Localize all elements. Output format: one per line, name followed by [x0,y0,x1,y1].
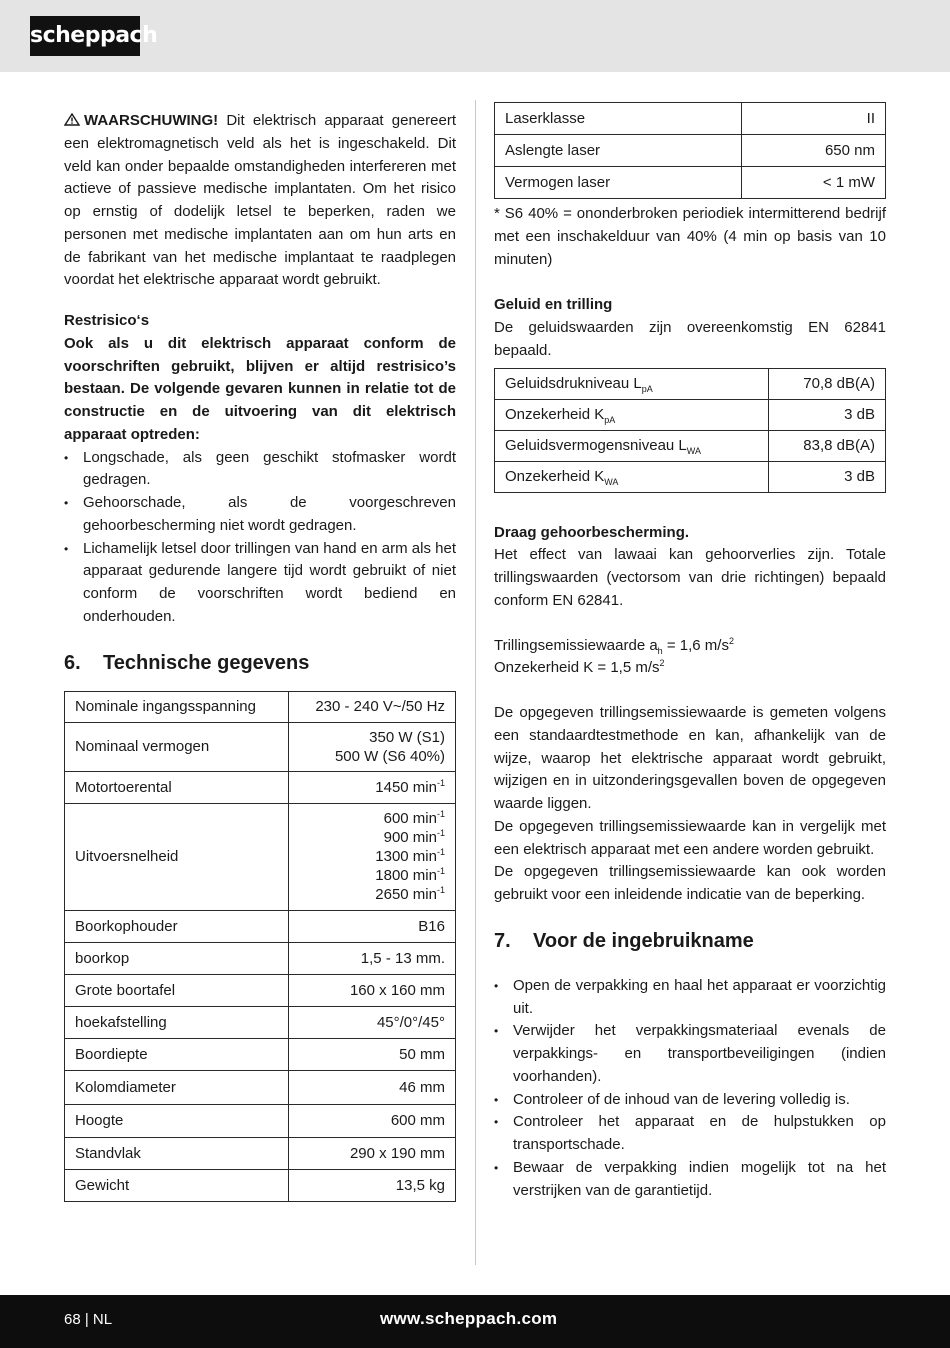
table-label: Onzekerheid $K_{WA}$ [495,461,769,492]
spec-value: 160 x 160 mm [288,974,455,1006]
spec-label: Gewicht [65,1169,289,1201]
top-bar [0,0,950,72]
list-item: • Longschade, als geen geschikt stofmasker wordt gedragen. [64,447,456,493]
list-item: • Bewaar de verpakking indien mogelijk tot na het verstrijken van de garantietijd. [494,1157,886,1203]
table-row [65,1038,456,1070]
section-6-number: 6. [64,651,81,674]
table-row [65,1006,456,1038]
spec-label: boorkop [65,942,289,974]
table-row [65,803,456,910]
spec-value: 13,5 kg [288,1169,455,1201]
table-row [65,1169,456,1201]
section-7-title: Voor de ingebruikname [533,929,754,952]
page-number: 68 | NL [64,1311,113,1328]
table-label: Vermogen laser [495,167,742,199]
table-row [65,722,456,771]
section-7-heading [494,929,886,953]
table-row [65,771,456,803]
spec-label: Nominale ingangsspanning [65,691,289,722]
spec-label: Uitvoersnelheid [65,803,289,910]
spec-value [288,722,455,771]
table-row [65,974,456,1006]
table-value: II [742,103,886,135]
spec-value: 1,5 - 13 mm. [288,942,455,974]
spec-label: hoekafstelling [65,1006,289,1038]
technical-data-table [64,691,456,1202]
table-row [495,461,886,492]
warning-triangle-icon [64,113,80,126]
table-label: Onzekerheid $K_{pA}$ [495,399,769,430]
spec-value-line: 2650 $\min^{-1}$ [375,885,445,903]
residual-risk-text: Ook als u dit elektrisch apparaat conform de voorschriften gebruikt, blijven er altijd restrisico’s bestaan. De volgende gevaren kunnen in relatie tot de constructie en de uitvoering van dit elektrisch apparaat optreden: [64,334,456,443]
table-label: Geluidsdrukniveau $L_{pA}$ [495,368,769,399]
section-6-title: Technische gegevens [103,651,310,674]
sound-vibration-title: Geluid en trilling [494,296,613,314]
left-column [64,110,456,1202]
residual-risk-list [64,447,456,629]
spec-value: 45°/0°/45° [288,1006,455,1038]
right-column [494,102,886,1202]
spec-label: Grote boortafel [65,974,289,1006]
spec-value: 46 mm [288,1070,455,1104]
table-row [65,942,456,974]
section-7-number: 7. [494,929,511,952]
table-row [495,430,886,461]
table-value: 3 dB [768,399,885,430]
table-row [495,368,886,399]
spec-value: 50 mm [288,1038,455,1070]
table-value: 70,8 dB(A) [768,368,885,399]
spec-value: 600 mm [288,1104,455,1137]
table-label: Aslengte laser [495,135,742,167]
vibration-paragraph: De opgegeven trillingsemissiewaarde kan in vergelijk met een elektrisch apparaat met een andere worden gebruikt. [494,817,886,858]
sound-intro-text: De geluidswaarden zijn overeenkomstig EN 62841 bepaald. [494,319,886,359]
hearing-text: Het effect van lawaai kan gehoorverlies zijn. Totale trillingswaarden (vectorsom van drie richtingen) bepaald conform EN 62841. [494,546,886,609]
table-row [495,103,886,135]
vibration-paragraph: De opgegeven trillingsemissiewaarde kan ook worden gebruikt voor een inleidende indicatie van de beperking. [494,863,886,903]
vibration-paragraph: De opgegeven trillingsemissiewaarde is gemeten volgens een standaardtestmethode en kan, afhankelijk van de wijze, waarop het elektrische apparaat wordt gebruikt, wijzigen en in uitzonderingsgevallen boven de opgegeven waarde liggen. [494,704,886,812]
list-item: • Verwijder het verpakkingsmateriaal evenals de verpakkings- en transportbeveiligingen (indien voorhanden). [494,1020,886,1088]
vibration-uncertainty: Onzekerheid K = 1,5 $m/s^2$ [494,658,665,677]
table-row [495,135,886,167]
residual-risk-title: Restrisico‘s [64,312,150,329]
vibration-paragraphs [494,702,886,907]
spec-value-line: 350 W (S1) [369,728,445,746]
table-row [65,1070,456,1104]
section-6-heading [64,651,456,675]
spec-label: Boordiepte [65,1038,289,1070]
warning-paragraph [64,110,456,292]
table-value: 3 dB [768,461,885,492]
spec-value-line: 1300 $\min^{-1}$ [375,847,445,865]
column-divider [475,100,476,1265]
table-label: Laserklasse [495,103,742,135]
spec-value-line: 900 $\min^{-1}$ [383,828,445,846]
table-row [65,910,456,942]
scheppach-logo: scheppach [30,16,140,56]
table-row [65,691,456,722]
spec-label: Motortoerental [65,771,289,803]
list-item: • Open de verpakking en haal het apparaat er voorzichtig uit. [494,975,886,1021]
table-row [65,1104,456,1137]
footer-bar [0,1295,950,1348]
spec-label: Nominaal vermogen [65,722,289,771]
spec-label: Kolomdiameter [65,1070,289,1104]
spec-label: Boorkophouder [65,910,289,942]
spec-value: 230 - 240 V~/50 Hz [288,691,455,722]
spec-value: 1450 $\min^{-1}$ [288,771,455,803]
table-value: 83,8 dB(A) [768,430,885,461]
spec-value [288,803,455,910]
website-url: www.scheppach.com [380,1309,558,1328]
commissioning-list [494,975,886,1203]
table-row [495,399,886,430]
spec-label: Hoogte [65,1104,289,1137]
warning-label: WAARSCHUWING! [84,112,219,129]
vibration-value: Trillingsemissiewaarde $a_h = 1,6$ $m/s^2$ [494,635,734,656]
hearing-protection-title: Draag gehoorbescherming. [494,523,690,541]
spec-value-line: 1800 $\min^{-1}$ [375,866,445,884]
table-value: < 1 mW [742,167,886,199]
list-item: • Lichamelijk letsel door trillingen van hand en arm als het apparaat gedurende langere tijd wordt gebruikt of niet conform de voorschriften wordt bediend en onderhouden. [64,538,456,629]
warning-text: Dit elektrisch apparaat genereert een elektromagnetisch veld als het is ingeschakeld. Dit veld kan onder bepaalde omstandigheden interfereren met actieve of passieve medische implantaten. Om het risico op ernstig of dodelijk letsel te beperken, raden we personen met medische implantaten aan om hun arts en de fabrikant van het medische implantaat te raadplegen voordat het elektrische apparaat wordt gebruikt. [64,112,456,289]
list-item: • Controleer of de inhoud van de levering volledig is. [494,1089,886,1112]
list-item: • Gehoorschade, als de voorgeschreven gehoorbescherming niet wordt gedragen. [64,492,456,538]
laser-table [494,102,886,199]
spec-label: Standvlak [65,1137,289,1169]
spec-value-line: 500 W (S6 40%) [334,747,445,765]
sound-table [494,368,886,493]
spec-value-line: 600 $\min^{-1}$ [383,809,445,827]
table-value: 650 nm [742,135,886,167]
table-row [495,167,886,199]
spec-value: 290 x 190 mm [288,1137,455,1169]
s6-footnote: * S6 40% = ononderbroken periodiek intermitterend bedrijf met een inschakelduur van 40% (4 min op basis van 10 minuten) [494,205,886,268]
spec-value: B16 [288,910,455,942]
table-row [65,1137,456,1169]
list-item: • Controleer het apparaat en de hulpstukken op transportschade. [494,1111,886,1157]
table-label: Geluidsvermogensniveau $L_{WA}$ [495,430,769,461]
